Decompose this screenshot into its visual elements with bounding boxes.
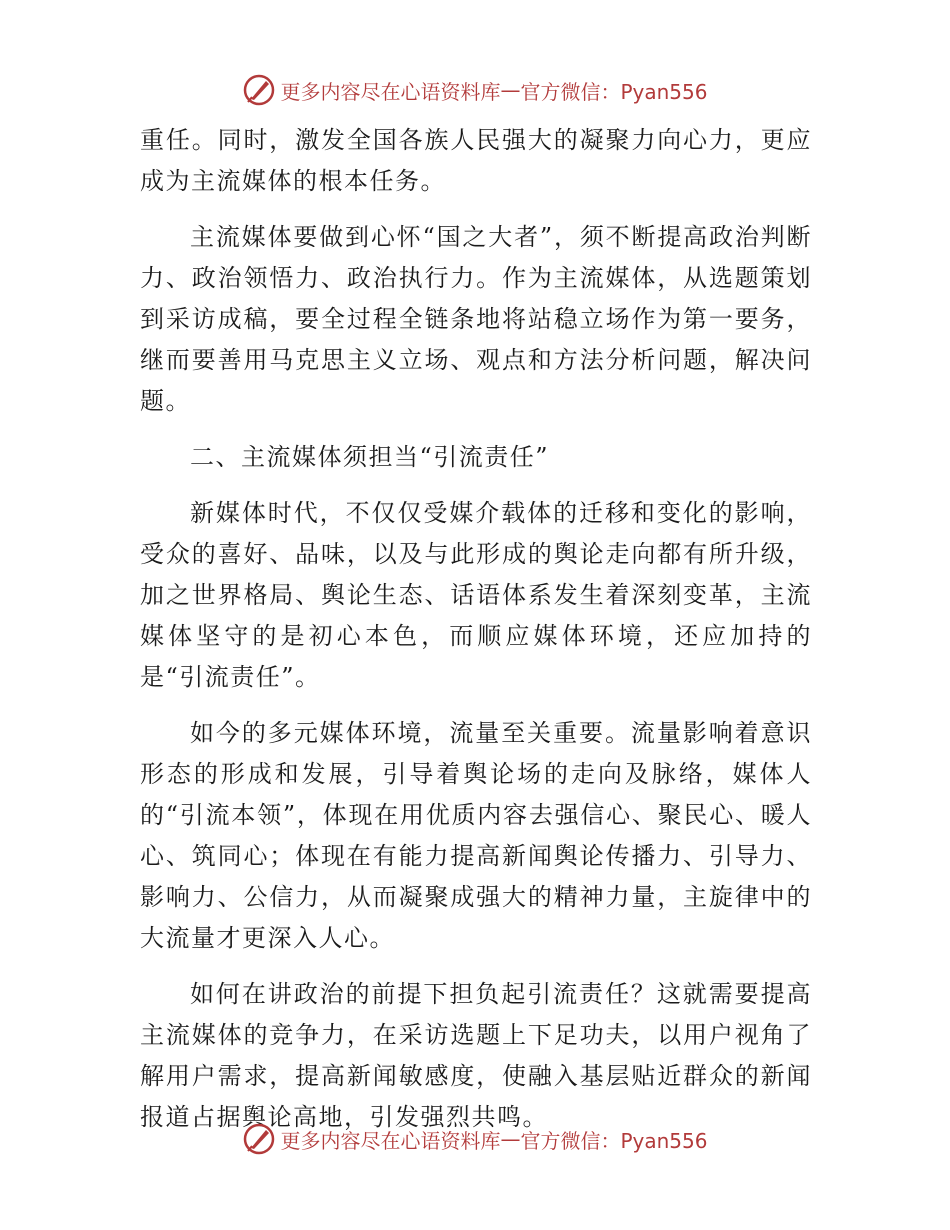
paragraph: 如何在讲政治的前提下担负起引流责任？这就需要提高主流媒体的竞争力，在采访选题上下足功夫，以用户视角了解用户需求，提高新闻敏感度，使融入基层贴近群众的新闻报道占据舆论高地，引发强烈共鸣。 bbox=[140, 980, 812, 1131]
banner-text: 更多内容尽在心语资料库 bbox=[280, 79, 501, 104]
banner-text: 更多内容尽在心语资料库 bbox=[280, 1128, 501, 1153]
header-watermark-banner bbox=[0, 70, 950, 110]
footer-watermark-banner bbox=[0, 1119, 950, 1159]
banner-dash: — bbox=[500, 78, 521, 102]
banner-wechat: 官方微信：Pyan556 bbox=[520, 79, 708, 104]
paragraph: 如今的多元媒体环境，流量至关重要。流量影响着意识形态的形成和发展，引导着舆论场的走向及脉络，媒体人的“引流本领”，体现在用优质内容去强信心、聚民心、暖人心、筑同心；体现在有能力提高新闻舆论传播力、引导力、影响力、公信力，从而凝聚成强大的精神力量，主旋律中的大流量才更深入人心。 bbox=[140, 719, 812, 952]
paragraph: 主流媒体要做到心怀“国之大者”，须不断提高政治判断力、政治领悟力、政治执行力。作为主流媒体，从选题策划到采访成稿，要全过程全链条地将站稳立场作为第一要务，继而要善用马克思主义立场、观点和方法分析问题，解决问题。 bbox=[140, 223, 812, 415]
banner-wechat: 官方微信：Pyan556 bbox=[520, 1128, 708, 1153]
quill-pen-logo-icon bbox=[242, 73, 276, 107]
paragraph-continuation: 重任。同时，激发全国各族人民强大的凝聚力向心力，更应成为主流媒体的根本任务。 bbox=[140, 126, 812, 195]
quill-pen-logo-icon bbox=[242, 1122, 276, 1156]
paragraph: 新媒体时代，不仅仅受媒介载体的迁移和变化的影响，受众的喜好、品味，以及与此形成的舆论走向都有所升级，加之世界格局、舆论生态、话语体系发生着深刻变革，主流媒体坚守的是初心本色，而顺应媒体环境，还应加持的是“引流责任”。 bbox=[140, 499, 812, 691]
section-heading: 二、主流媒体须担当“引流责任” bbox=[190, 443, 550, 471]
document-body bbox=[140, 120, 812, 1153]
banner-dash: — bbox=[500, 1127, 521, 1151]
